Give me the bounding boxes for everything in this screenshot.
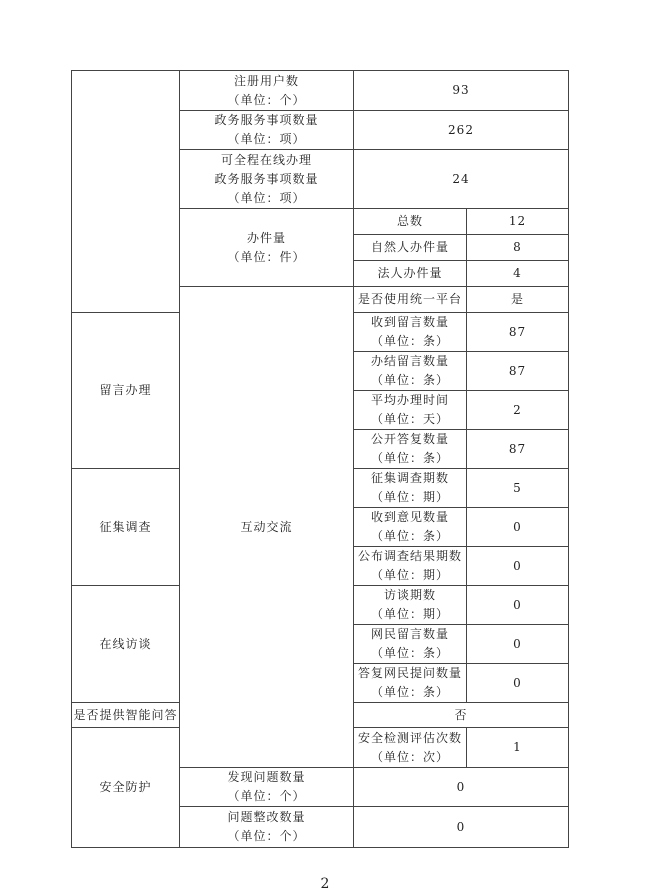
- registered-users-value: 93: [354, 71, 569, 111]
- interview-periods-label: 访谈期数 （单位：期）: [354, 586, 467, 625]
- handled-legal-person-label: 法人办件量: [354, 261, 467, 287]
- interview-messages-value: 0: [467, 625, 569, 664]
- messages-title: 留言办理: [72, 313, 180, 469]
- smart-qa-label: 是否提供智能问答: [72, 703, 180, 728]
- messages-avg-time-label: 平均办理时间 （单位：天）: [354, 391, 467, 430]
- messages-received-label: 收到留言数量 （单位：条）: [354, 313, 467, 352]
- messages-closed-label: 办结留言数量 （单位：条）: [354, 352, 467, 391]
- handled-total-value: 12: [467, 209, 569, 235]
- survey-opinions-value: 0: [467, 508, 569, 547]
- registered-users-label: 注册用户数 （单位：个）: [180, 71, 354, 111]
- section-a-category-cell: [72, 71, 180, 313]
- handled-label: 办件量 （单位：件）: [180, 209, 354, 287]
- issues-fixed-label: 问题整改数量 （单位：个）: [180, 807, 354, 848]
- survey-results-value: 0: [467, 547, 569, 586]
- messages-avg-time-value: 2: [467, 391, 569, 430]
- handled-natural-person-value: 8: [467, 235, 569, 261]
- issues-fixed-value: 0: [354, 807, 569, 848]
- messages-public-reply-value: 87: [467, 430, 569, 469]
- handled-natural-person-label: 自然人办件量: [354, 235, 467, 261]
- interview-periods-value: 0: [467, 586, 569, 625]
- messages-closed-value: 87: [467, 352, 569, 391]
- issues-found-value: 0: [354, 768, 569, 807]
- statistics-table: [71, 70, 569, 848]
- survey-title: 征集调查: [72, 469, 180, 586]
- unified-platform-value: 是: [467, 287, 569, 313]
- survey-results-label: 公布调查结果期数 （单位：期）: [354, 547, 467, 586]
- unified-platform-label: 是否使用统一平台: [354, 287, 467, 313]
- handled-legal-person-value: 4: [467, 261, 569, 287]
- smart-qa-value: 否: [354, 703, 569, 728]
- interview-replies-value: 0: [467, 664, 569, 703]
- messages-public-reply-label: 公开答复数量 （单位：条）: [354, 430, 467, 469]
- security-checks-value: 1: [467, 728, 569, 768]
- service-items-value: 262: [354, 111, 569, 150]
- messages-received-value: 87: [467, 313, 569, 352]
- issues-found-label: 发现问题数量 （单位：个）: [180, 768, 354, 807]
- security-checks-label: 安全检测评估次数 （单位：次）: [354, 728, 467, 768]
- interview-messages-label: 网民留言数量 （单位：条）: [354, 625, 467, 664]
- survey-periods-label: 征集调查期数 （单位：期）: [354, 469, 467, 508]
- handled-total-label: 总数: [354, 209, 467, 235]
- online-items-value: 24: [354, 150, 569, 209]
- online-items-label: 可全程在线办理 政务服务事项数量 （单位：项）: [180, 150, 354, 209]
- survey-opinions-label: 收到意见数量 （单位：条）: [354, 508, 467, 547]
- interaction-category: 互动交流: [180, 287, 354, 768]
- service-items-label: 政务服务事项数量 （单位：项）: [180, 111, 354, 150]
- interview-title: 在线访谈: [72, 586, 180, 703]
- survey-periods-value: 5: [467, 469, 569, 508]
- security-category: 安全防护: [72, 728, 180, 848]
- page-number: 2: [320, 876, 330, 892]
- interview-replies-label: 答复网民提问数量 （单位：条）: [354, 664, 467, 703]
